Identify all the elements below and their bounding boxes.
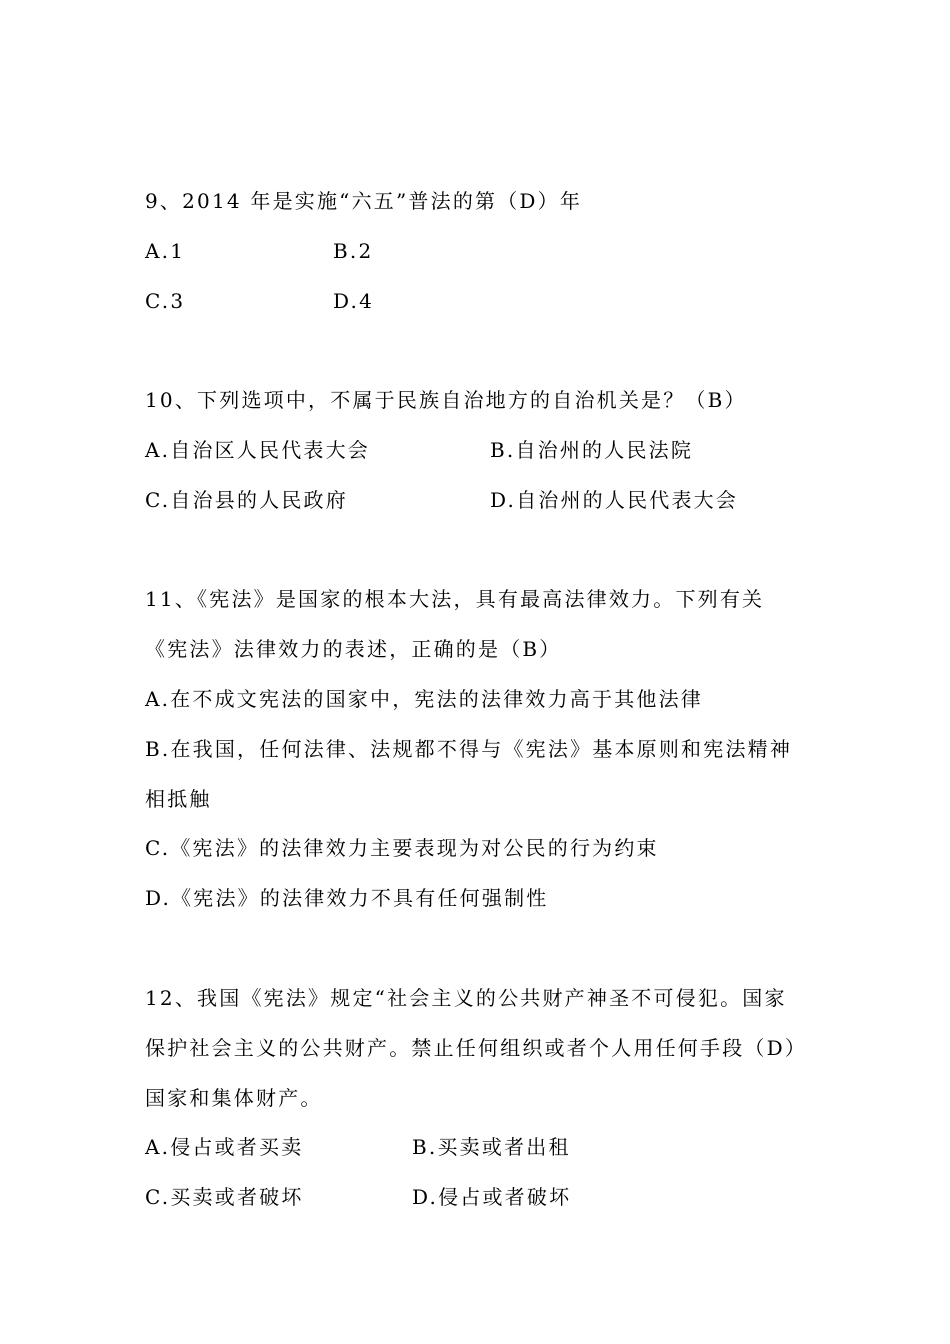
question-9-option-a: A.1 <box>145 239 186 263</box>
question-12-stem-line-1: 12、我国《宪法》规定“社会主义的公共财产神圣不可侵犯。国家 <box>145 986 787 1010</box>
question-11-option-d: D.《宪法》的法律效力不具有任何强制性 <box>145 886 549 910</box>
question-9-stem: 9、2014 年是实施“六五”普法的第（D）年 <box>145 189 583 213</box>
question-12-option-a: A.侵占或者买卖 <box>145 1135 304 1159</box>
question-10-option-a: A.自治区人民代表大会 <box>145 438 371 462</box>
question-9-option-d: D.4 <box>333 289 375 313</box>
question-10-option-b: B.自治州的人民法院 <box>490 438 694 462</box>
question-11-option-c: C.《宪法》的法律效力主要表现为对公民的行为约束 <box>145 836 659 860</box>
question-12-option-b: B.买卖或者出租 <box>412 1135 571 1159</box>
question-11-stem-line-2: 《宪法》法律效力的表述，正确的是（B） <box>145 637 562 661</box>
question-12-stem-line-3: 国家和集体财产。 <box>145 1086 323 1110</box>
question-11-stem-line-1: 11、《宪法》是国家的根本大法，具有最高法律效力。下列有关 <box>145 587 765 611</box>
question-11-option-b: B.在我国，任何法律、法规都不得与《宪法》基本原则和宪法精神 <box>145 737 793 761</box>
question-11-option-b-continued: 相抵触 <box>145 787 212 811</box>
question-11-option-a: A.在不成文宪法的国家中，宪法的法律效力高于其他法律 <box>145 687 704 711</box>
question-12-stem-line-2: 保护社会主义的公共财产。禁止任何组织或者个人用任何手段（D） <box>145 1036 808 1060</box>
question-12-option-c: C.买卖或者破坏 <box>145 1185 304 1209</box>
question-9-option-b: B.2 <box>333 239 374 263</box>
question-10-option-d: D.自治州的人民代表大会 <box>490 488 739 512</box>
question-12-option-d: D.侵占或者破坏 <box>412 1185 572 1209</box>
question-10-stem: 10、下列选项中，不属于民族自治地方的自治机关是？（B） <box>145 388 747 412</box>
question-9-option-c: C.3 <box>145 289 186 313</box>
question-10-option-c: C.自治县的人民政府 <box>145 488 348 512</box>
